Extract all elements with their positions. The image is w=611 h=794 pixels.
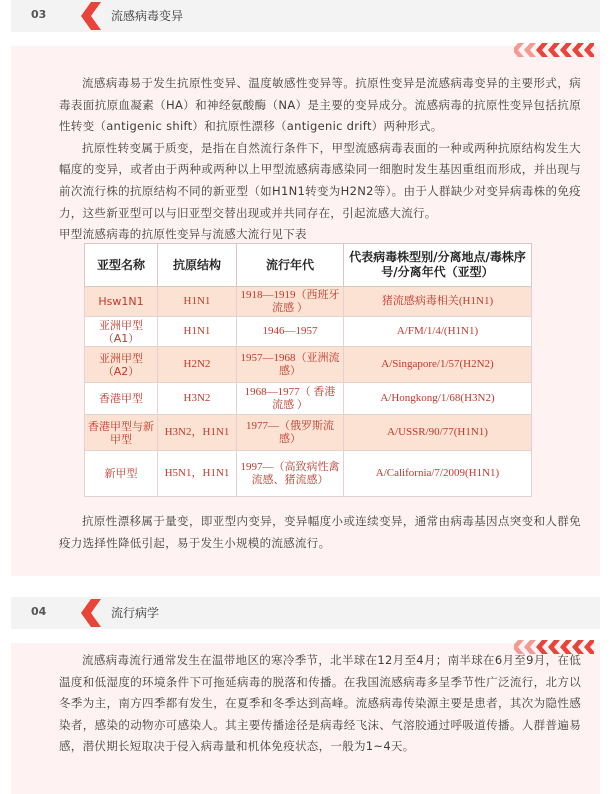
cell-subtype: 亚洲甲型（A2） — [85, 347, 158, 383]
table-row — [85, 383, 532, 415]
cell-antigen: H2N2 — [158, 347, 237, 383]
section4-body — [59, 650, 581, 758]
cell-antigen: H3N2，H1N1 — [158, 415, 237, 451]
cell-antigen: H5N1，H1N1 — [158, 451, 237, 497]
cell-era: 1968—1977（ 香港流感 ） — [237, 383, 344, 415]
cell-strain: 猪流感病毒相关(H1N1) — [344, 287, 532, 317]
column-header: 抗原结构 — [158, 244, 237, 287]
cell-era: 1957—1968（亚洲流感） — [237, 347, 344, 383]
paragraph: 抗原性转变属于质变，是指在自然流行条件下，甲型流感病毒表面的一种或两种抗原结构发生大幅度的变异，或者由于两种或两种以上甲型流感病毒感染同一细胞时发生基因重组而形成，并出现与前次流行株的抗原结构不同的新亚型（如H1N1转变为H2N2等）。由于人群缺少对变异病毒株的免疫力，这些新亚型可以与旧亚型交替出现或并共同存在，引起流感大流行。 — [59, 140, 581, 220]
cell-strain: A/FM/1/4/(H1N1) — [344, 317, 532, 347]
cell-era: 1997—（高致病性禽流感、猪流感） — [237, 451, 344, 497]
paragraph: 流感病毒流行通常发生在温带地区的寒冷季节，北半球在12月至4月；南半球在6月至9月，在低温度和低湿度的环境条件下可拖延病毒的脱落和传播。在我国流感病毒多呈季节性广泛流行，北方以冬季为主，南方四季都有发生，在夏季和冬季达到高峰。流感病毒传染源主要是患者，其次为隐性感染者，感染的动物亦可感染人。其主要传播途径是病毒经飞沫、气溶胶通过呼吸道传播。人群普遍易感，潜伏期长短取决于侵入病毒量和机体免疫状态，一般为1~4天。 — [59, 653, 581, 754]
table-row — [85, 415, 532, 451]
chevron-arrow-icon — [79, 0, 107, 32]
section3-body — [59, 73, 581, 246]
subtype-table — [84, 243, 532, 497]
section-header-03 — [11, 0, 600, 32]
table-row — [85, 317, 532, 347]
section-title: 流行病学 — [111, 606, 160, 620]
cell-subtype: 香港甲型与新甲型 — [85, 415, 158, 451]
cell-subtype: 香港甲型 — [85, 383, 158, 415]
cell-antigen: H1N1 — [158, 287, 237, 317]
paragraph: 抗原性漂移属于量变，即亚型内变异，变异幅度小或连续变异，通常由病毒基因点突变和人群免疫力选择性降低引起，易于发生小规模的流感流行。 — [59, 514, 581, 550]
paragraph: 流感病毒易于发生抗原性变异、温度敏感性变异等。抗原性变异是流感病毒变异的主要形式，病毒表面抗原血凝素（HA）和神经氨酸酶（NA）是主要的变异成分。流感病毒的抗原性变异包括抗原性转变（antigenic shift）和抗原性漂移（antigenic drift）两种形式。 — [59, 76, 581, 134]
cell-strain: A/Singapore/1/57(H2N2) — [344, 347, 532, 383]
cell-strain: A/Hongkong/1/68(H3N2) — [344, 383, 532, 415]
section-number: 04 — [31, 605, 47, 618]
table-row — [85, 347, 532, 383]
cell-antigen: H1N1 — [158, 317, 237, 347]
section-number: 03 — [31, 8, 47, 21]
cell-subtype: 亚洲甲型（A1） — [85, 317, 158, 347]
cell-antigen: H3N2 — [158, 383, 237, 415]
column-header: 亚型名称 — [85, 244, 158, 287]
cell-era: 1918—1919（西班牙流感 ） — [237, 287, 344, 317]
section-header-04 — [11, 597, 600, 629]
chevron-arrow-icon — [79, 597, 107, 629]
cell-strain: A/USSR/90/77(H1N1) — [344, 415, 532, 451]
cell-strain: A/California/7/2009(H1N1) — [344, 451, 532, 497]
section3-closing — [59, 511, 581, 554]
cell-subtype: Hsw1N1 — [85, 287, 158, 317]
section-title: 流感病毒变异 — [111, 9, 184, 23]
table-caption: 甲型流感病毒的抗原性变异与流感大流行见下表 — [59, 227, 307, 242]
cell-era: 1977—（俄罗斯流感） — [237, 415, 344, 451]
cell-era: 1946—1957 — [237, 317, 344, 347]
column-header: 流行年代 — [237, 244, 344, 287]
cell-subtype: 新甲型 — [85, 451, 158, 497]
table-row — [85, 287, 532, 317]
chevron-decoration-icon — [514, 43, 594, 57]
table-row — [85, 451, 532, 497]
column-header: 代表病毒株型别/分离地点/毒株序号/分离年代（亚型） — [344, 244, 532, 287]
table-header-row — [85, 244, 532, 287]
